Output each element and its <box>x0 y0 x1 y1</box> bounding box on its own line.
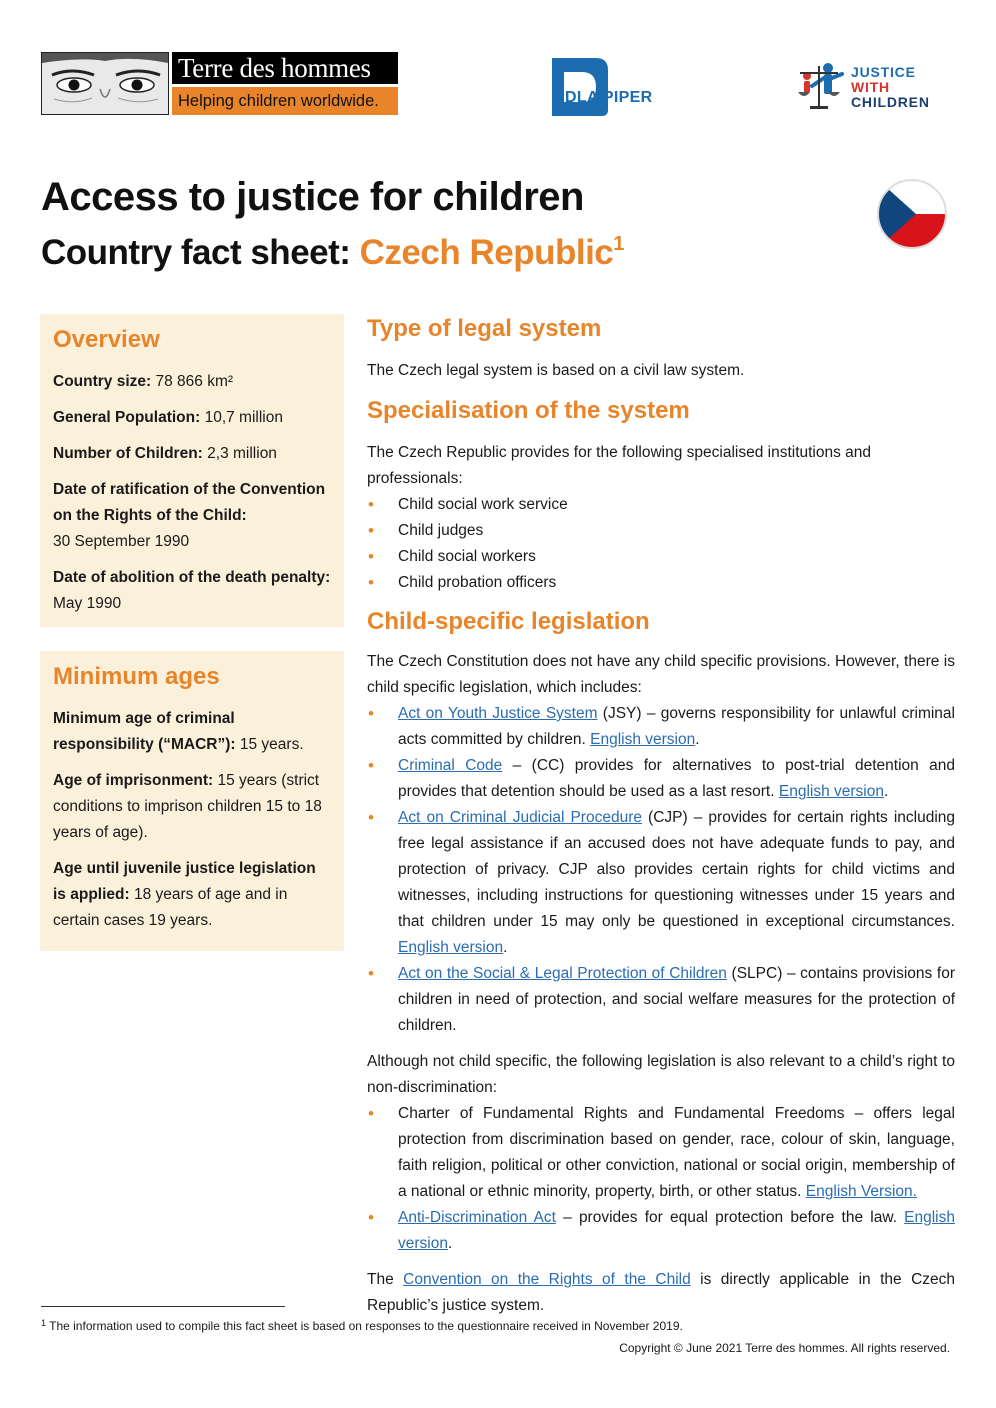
social-legal-protection-link[interactable]: Act on the Social & Legal Protection of Children <box>398 965 727 982</box>
juvenile-justice-age <box>53 856 331 934</box>
imprisonment-value: 15 years (strict conditions to imprison children 15 to 18 years of age). <box>53 772 322 841</box>
jwc-word-justice: JUSTICE <box>851 64 916 80</box>
dla-piper-mark-icon <box>548 54 612 118</box>
criminal-code-link[interactable]: Criminal Code <box>398 757 503 774</box>
jwc-word-with: WITH <box>851 79 890 95</box>
country-size-label: Country size: <box>53 373 152 390</box>
crc-suffix: is directly applicable in the Czech Republic’s justice system. <box>367 1271 956 1314</box>
list-item <box>367 701 955 753</box>
copyright-notice: Copyright © June 2021 Terre des hommes. All rights reserved. <box>619 1341 950 1355</box>
number-of-children <box>53 441 331 467</box>
page-subtitle <box>41 233 624 273</box>
charter-text: Charter of Fundamental Rights and Fundamental Freedoms – offers legal protection from discrimination based on gender, race, colour of skin, language, faith religion, political or other conviction, national or social origin, membership of a national or ethnic minority, property, birth, or other status. <box>398 1105 955 1200</box>
anti-discrimination-act-link[interactable]: Anti-Discrimination Act <box>398 1209 556 1226</box>
justice-scales-figure-icon <box>794 62 846 112</box>
youth-justice-english-link[interactable]: English version <box>590 731 696 748</box>
ratification-date <box>53 477 331 555</box>
youth-justice-act-text: (JSY) – governs responsibility for unlawful criminal acts committed by children. <box>398 705 955 748</box>
macr-value: 15 years. <box>235 736 304 753</box>
anti-discrimination-text: – provides for equal protection before the law. <box>555 1209 905 1226</box>
death-penalty-abolition <box>53 565 331 617</box>
criminal-procedure-link[interactable]: Act on Criminal Judicial Procedure <box>398 809 642 826</box>
subtitle-prefix: Country fact sheet: <box>41 233 360 272</box>
death-penalty-label: Date of abolition of the death penalty: <box>53 569 331 586</box>
footnote-reference: 1 <box>613 233 624 255</box>
list-item <box>367 961 955 1039</box>
criminal-code-english-link[interactable]: English version <box>778 783 884 800</box>
criminal-procedure-english-link[interactable]: English version <box>398 939 504 956</box>
imprisonment-label: Age of imprisonment: <box>53 772 214 789</box>
justice-with-children-logo <box>794 62 954 112</box>
footnote <box>41 1318 683 1334</box>
population-label: General Population: <box>53 409 201 426</box>
list-item <box>367 1101 955 1205</box>
list-item: • Child social workers <box>367 544 955 570</box>
child-eyes-photo-icon <box>41 52 169 115</box>
charter-english-link[interactable]: English Version. <box>805 1183 917 1200</box>
list-item: • Child probation officers <box>367 570 955 596</box>
legislation-intro: The Czech Constitution does not have any child specific provisions. However, there is child specific legislation, which includes: <box>367 653 955 696</box>
ratification-label: Date of ratification of the Convention on the Rights of the Child: <box>53 481 326 524</box>
anti-discrimination-english-link[interactable]: English version <box>398 1209 955 1252</box>
overview-panel <box>40 314 344 627</box>
country-name: Czech Republic <box>359 233 614 272</box>
overview-heading: Overview <box>53 326 160 353</box>
juvenile-label: Age until juvenile justice legislation is applied: <box>53 860 316 903</box>
children-label: Number of Children: <box>53 445 203 462</box>
dla-piper-wordmark: DLA PIPER <box>565 89 653 106</box>
social-legal-protection-text: (SLPC) – contains provisions for children in need of protection, and social welfare measures for the protection of children. <box>398 965 955 1034</box>
age-of-imprisonment <box>53 768 331 846</box>
ratification-value: 30 September 1990 <box>53 533 190 550</box>
punctuation: . <box>447 1235 453 1252</box>
legislation-list <box>367 701 955 1039</box>
children-value: 2,3 million <box>202 445 277 462</box>
punctuation: . <box>695 731 700 748</box>
criminal-procedure-text: (CJP) – provides for certain rights including free legal assistance if an accused does not have adequate funds to pay, and protection of privacy. CJP also provides certain rights for child victims and witnesses, including instructions for questioning witnesses under 15 years and that children under 15 may only be questioned in exceptional circumstances. <box>398 809 956 930</box>
tdh-name-banner: Terre des hommes <box>172 52 398 84</box>
tdh-tagline-banner: Helping children worldwide. <box>172 87 398 115</box>
jwc-word-children: CHILDREN <box>851 94 930 110</box>
legislation-heading: Child-specific legislation <box>367 608 650 635</box>
list-item <box>367 805 955 961</box>
specialisation-intro: The Czech Republic provides for the following specialised institutions and professionals: <box>367 444 872 487</box>
youth-justice-act-link[interactable]: Act on Youth Justice System <box>398 705 598 722</box>
death-penalty-value: May 1990 <box>53 595 122 612</box>
specialisation-heading: Specialisation of the system <box>367 397 690 424</box>
list-item: • Child social work service <box>367 492 955 518</box>
page-title: Access to justice for children <box>41 175 584 219</box>
minimum-ages-panel <box>40 651 344 951</box>
macr <box>53 706 331 758</box>
main-content <box>367 312 955 1319</box>
country-size <box>53 369 331 395</box>
footnote-text: The information used to compile this fact sheet is based on responses to the questionnaire received in November 2019. <box>46 1319 683 1333</box>
non-discrimination-intro: Although not child specific, the following legislation is also relevant to a child’s right to non-discrimination: <box>367 1053 955 1096</box>
minimum-ages-heading: Minimum ages <box>53 663 220 690</box>
list-item: • Child judges <box>367 518 955 544</box>
legal-system-text: The Czech legal system is based on a civil law system. <box>367 362 745 379</box>
list-item <box>367 1205 955 1257</box>
punctuation: . <box>883 783 889 800</box>
macr-label: Minimum age of criminal responsibility (“MACR”): <box>53 710 236 753</box>
general-population <box>53 405 331 431</box>
list-item <box>367 753 955 805</box>
criminal-code-text: – (CC) provides for alternatives to post-trial detention and provides that detention should be used as a last resort. <box>398 757 955 800</box>
terre-des-hommes-logo <box>41 52 398 115</box>
population-value: 10,7 million <box>200 409 283 426</box>
juvenile-value: 18 years of age and in certain cases 19 years. <box>53 886 288 929</box>
crc-prefix: The <box>367 1271 404 1288</box>
footnote-number: 1 <box>41 1318 47 1328</box>
crc-link[interactable]: Convention on the Rights of the Child <box>403 1271 691 1288</box>
country-size-value: 78 866 km² <box>151 373 234 390</box>
footnote-divider <box>41 1306 285 1307</box>
legal-system-heading: Type of legal system <box>367 315 602 342</box>
dla-piper-logo <box>548 54 658 118</box>
crc-paragraph <box>367 1267 955 1319</box>
czech-flag-icon <box>876 178 948 250</box>
specialisation-list <box>367 492 955 596</box>
punctuation: . <box>503 939 508 956</box>
non-discrimination-list <box>367 1101 955 1257</box>
